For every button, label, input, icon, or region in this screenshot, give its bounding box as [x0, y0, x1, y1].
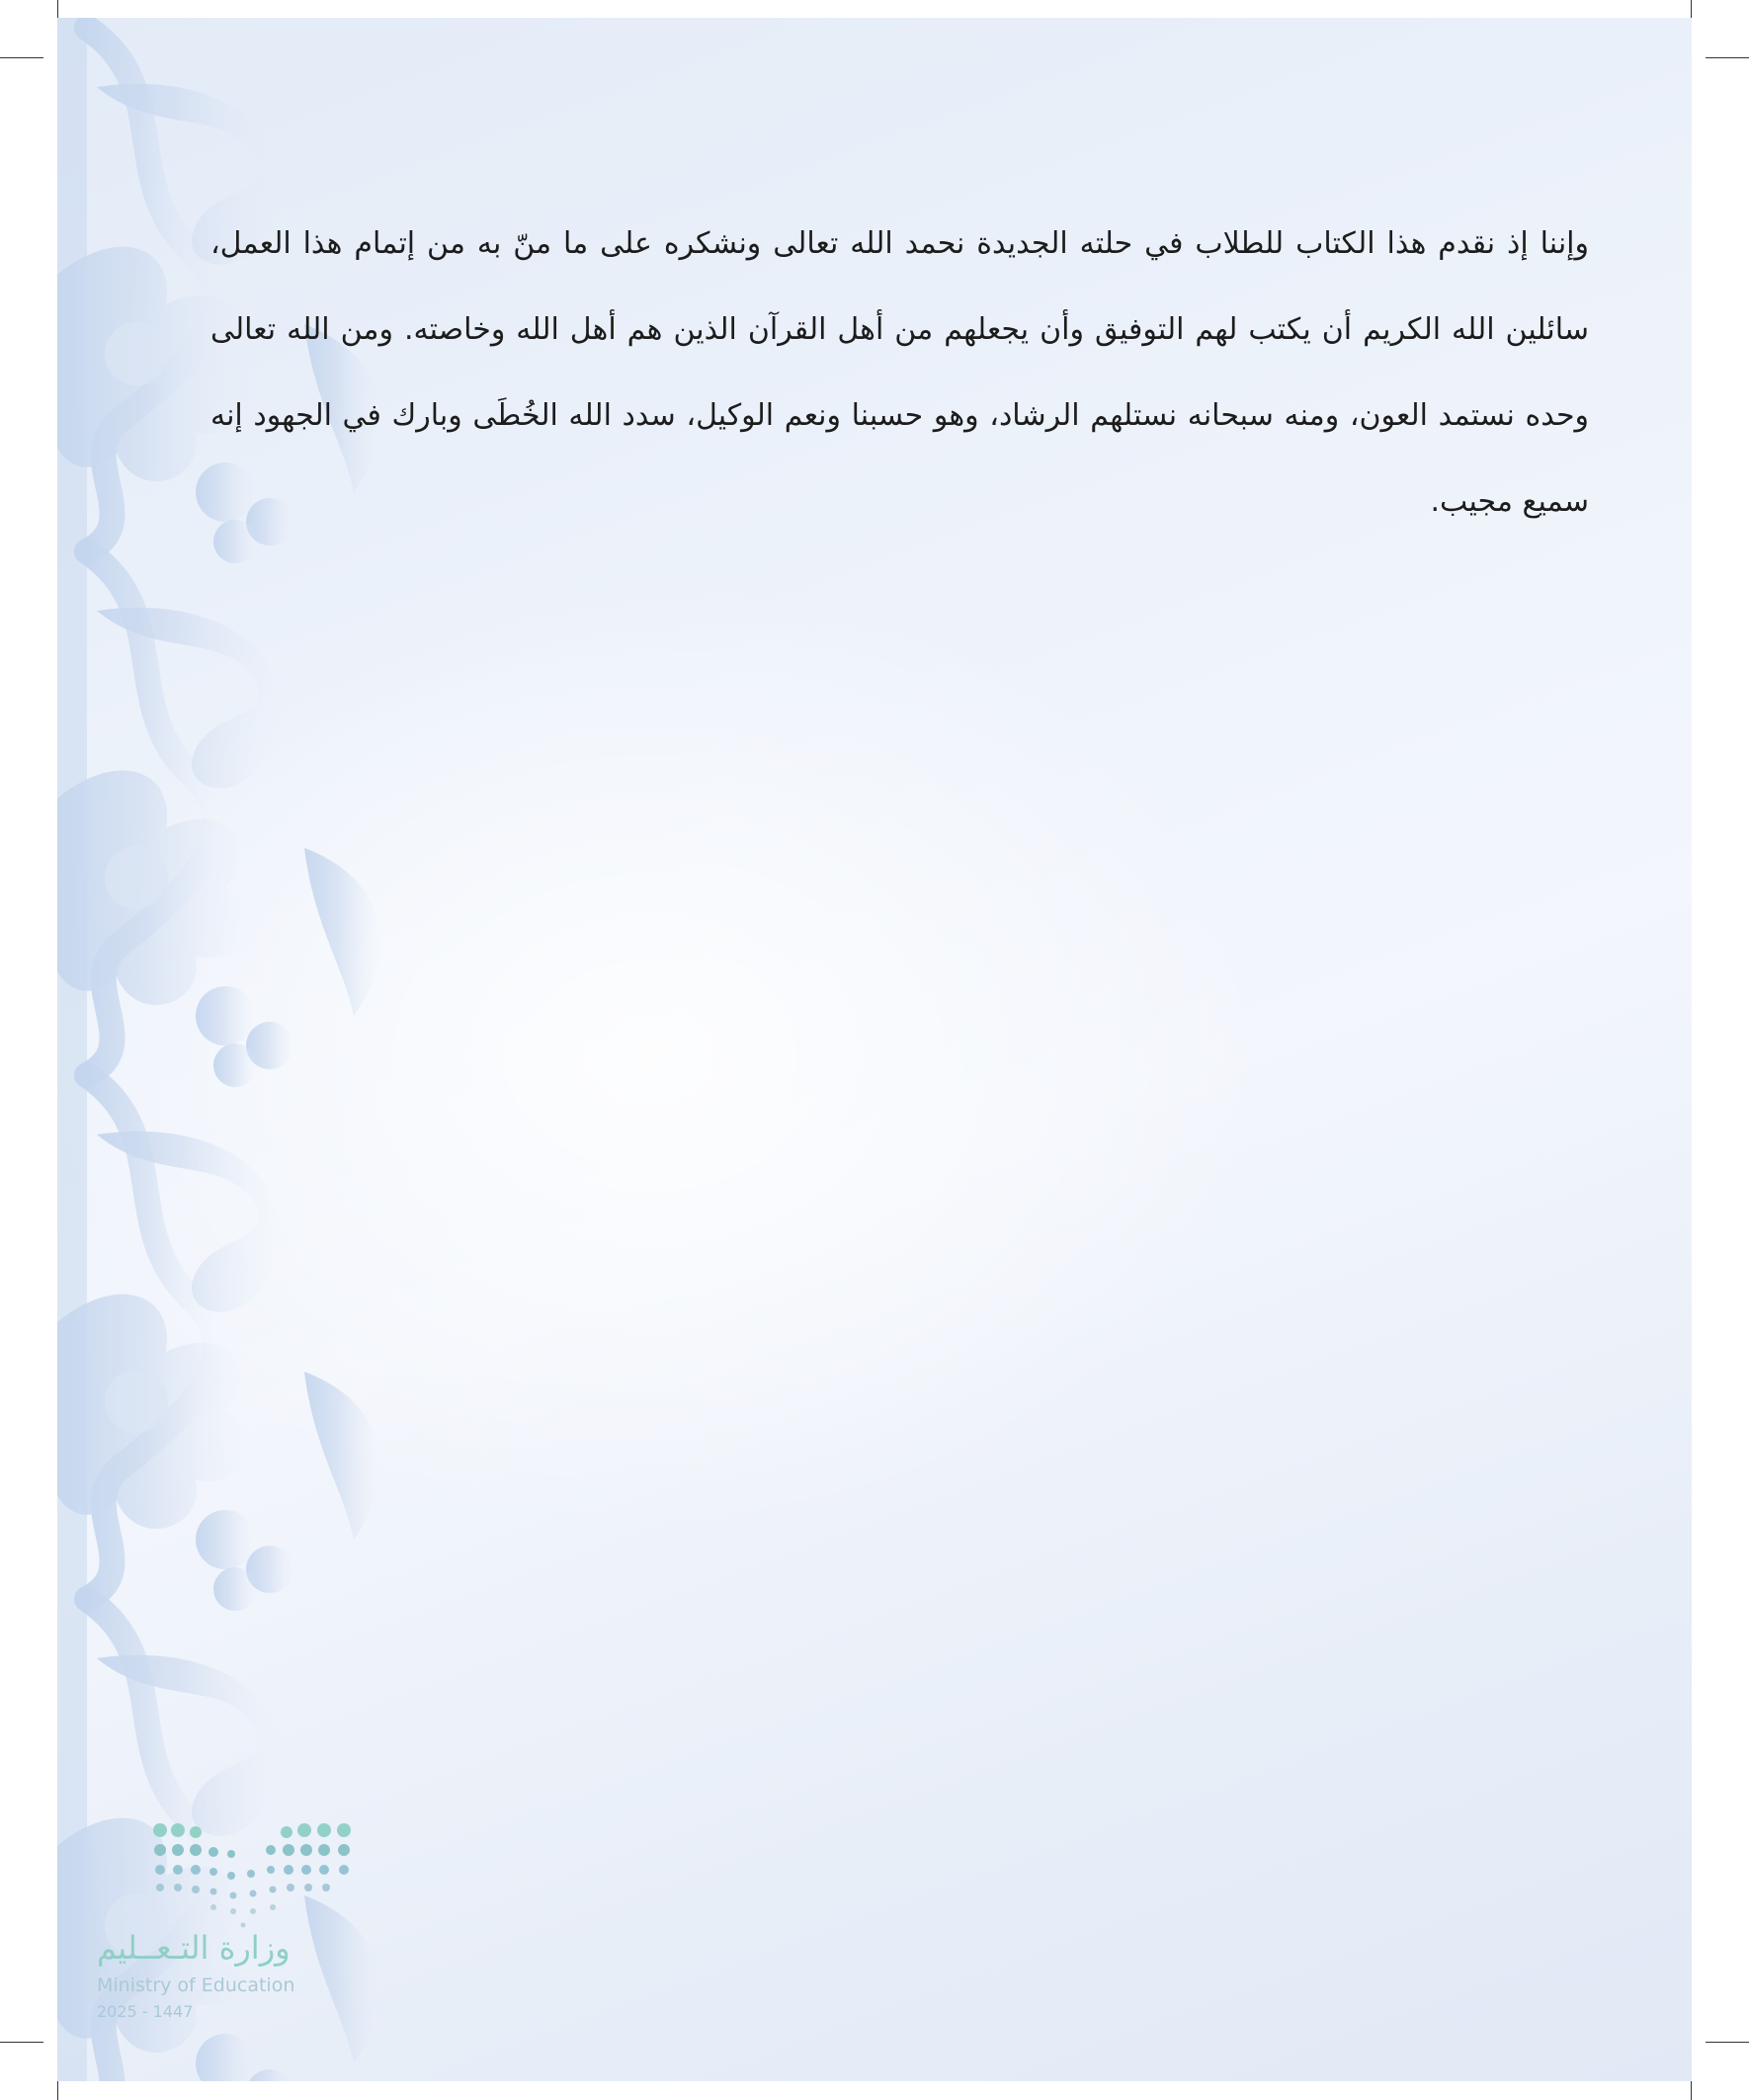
- crop-mark-top-left-h: [0, 57, 43, 58]
- ministry-english-name: Ministry of Education: [97, 1974, 295, 1996]
- ministry-dots-icon: [97, 1818, 354, 1937]
- intro-paragraph: وإننا إذ نقدم هذا الكتاب للطلاب في حلته الجديدة نحمد الله تعالى ونشكره على ما منّ به من إتمام هذا العمل، سائلين الله الكريم أن يكتب لهم التوفيق وأن يجعلهم من أهل القرآن الذين هم أهل الله وخاصته. ومن الله تعالى وحده نستمد العون، ومنه سبحانه نستلهم الرشاد، وهو حسبنا ونعم الوكيل، سدد الله الخُطَى وبارك في الجهود إنه سميع مجيب.: [210, 226, 1589, 519]
- ministry-of-education-logo: [97, 1818, 374, 2046]
- book-page: [57, 18, 1692, 2081]
- edition-year: 2025 - 1447: [97, 2002, 194, 2021]
- crop-mark-top-right-h: [1706, 57, 1749, 58]
- crop-mark-bottom-left-h: [0, 2042, 43, 2043]
- crop-mark-bottom-right-h: [1706, 2042, 1749, 2043]
- ministry-arabic-name: وزارة التـعــليم: [97, 1929, 291, 1967]
